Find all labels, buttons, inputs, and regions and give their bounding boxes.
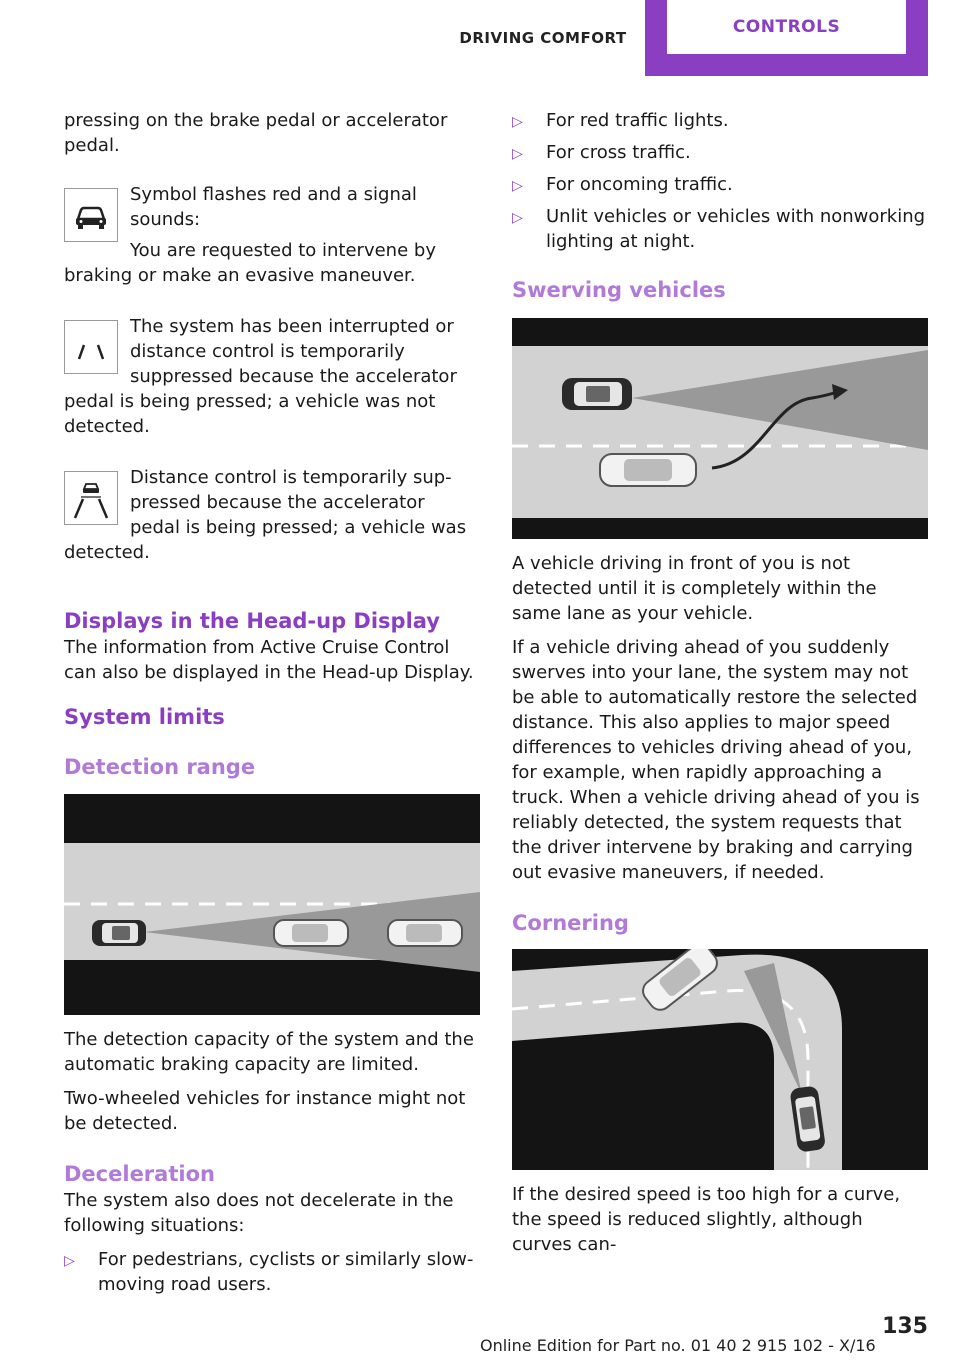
list-item [512,108,928,133]
road-lines-icon [64,320,118,374]
hud-text: The information from Active Cruise Control can also be displayed in the Head-up Display. [64,637,474,683]
symbol-text: The system has been interrupted or distance control is temporarily suppressed because the accelerator pedal is being pressed; a vehicle was not detected. [64,316,457,437]
header-section-tab[interactable]: DRIVING COMFORT [459,29,627,47]
detection-range-heading: Detection range [64,755,256,779]
list-item-text: For pedestrians, cyclists or similarly slow-moving road users. [98,1249,474,1295]
swerving-heading: Swerving vehicles [512,278,726,302]
symbol-text: Symbol flashes red and a signal sounds: [130,184,417,230]
bullet-icon: ▷ [64,1253,75,1269]
bullet-icon: ▷ [512,146,523,162]
bullet-icon: ▷ [512,114,523,130]
cornering-figure [512,949,928,1170]
list-item [512,172,928,197]
detected-vehicle [274,920,348,946]
detection-range-figure [64,794,480,1015]
deceleration-heading: Deceleration [64,1162,215,1186]
own-vehicle [92,920,146,946]
left-column [64,108,480,1304]
page-number: 135 [882,1314,928,1339]
symbol-block [64,465,480,571]
list-item-text: Unlit vehicles or vehicles with nonworking lighting at night. [546,206,926,252]
list-item-text: For cross traffic. [546,142,691,163]
list-item-text: For red traffic lights. [546,110,729,131]
deceleration-list-continued [512,108,928,254]
right-column [512,108,928,1266]
swerving-text: A vehicle driving in front of you is not detected until it is completely within the same lane as your vehicle. [512,553,877,624]
cornering-heading: Cornering [512,911,629,935]
header-chapter-label: CONTROLS [667,0,906,54]
symbol-block [64,182,480,294]
list-item [64,1247,480,1297]
hud-heading: Displays in the Head-up Display [64,609,440,633]
cornering-text: If the desired speed is too high for a curve, the speed is reduced slightly, although curves can- [512,1184,901,1255]
swerving-figure [512,318,928,539]
system-limits-heading: System limits [64,705,225,729]
swerving-vehicle [600,454,696,486]
swerving-text: If a vehicle driving ahead of you suddenly swerves into your lane, the system may not be able to automatically restore the selected distance. This also applies to major speed differences to vehicles driving ahead of you, for example, when rapidly approaching a truck. When a vehicle driving ahead of you is reliably detected, the system requests that the driver intervene by braking and carrying out evasive maneuvers, if needed. [512,637,920,883]
edition-footer: Online Edition for Part no. 01 40 2 915 102 - X/16 [480,1336,876,1355]
intro-text: pressing on the brake pedal or accelerator pedal. [64,110,448,156]
deceleration-text: The system also does not decelerate in the following situations: [64,1190,454,1236]
bullet-icon: ▷ [512,210,523,226]
detection-text: The detection capacity of the system and the automatic braking capacity are limited. [64,1029,474,1075]
undetected-vehicle [388,920,462,946]
detection-text: Two-wheeled vehicles for instance might not be detected. [64,1088,466,1134]
list-item [512,140,928,165]
bullet-icon: ▷ [512,178,523,194]
symbol-block [64,314,480,445]
symbol-text: Distance control is temporarily suppressed because the accelerator pedal is being pressed; a vehicle was detected. [64,467,467,563]
list-item [512,204,928,254]
deceleration-list [64,1247,480,1297]
symbol-text: You are requested to intervene by braking or make an evasive maneuver. [64,240,436,286]
road-vehicle-icon [64,471,118,525]
list-item-text: For oncoming traffic. [546,174,733,195]
header-chapter-tab[interactable] [645,0,928,76]
own-vehicle [562,378,632,410]
car-warning-icon [64,188,118,242]
